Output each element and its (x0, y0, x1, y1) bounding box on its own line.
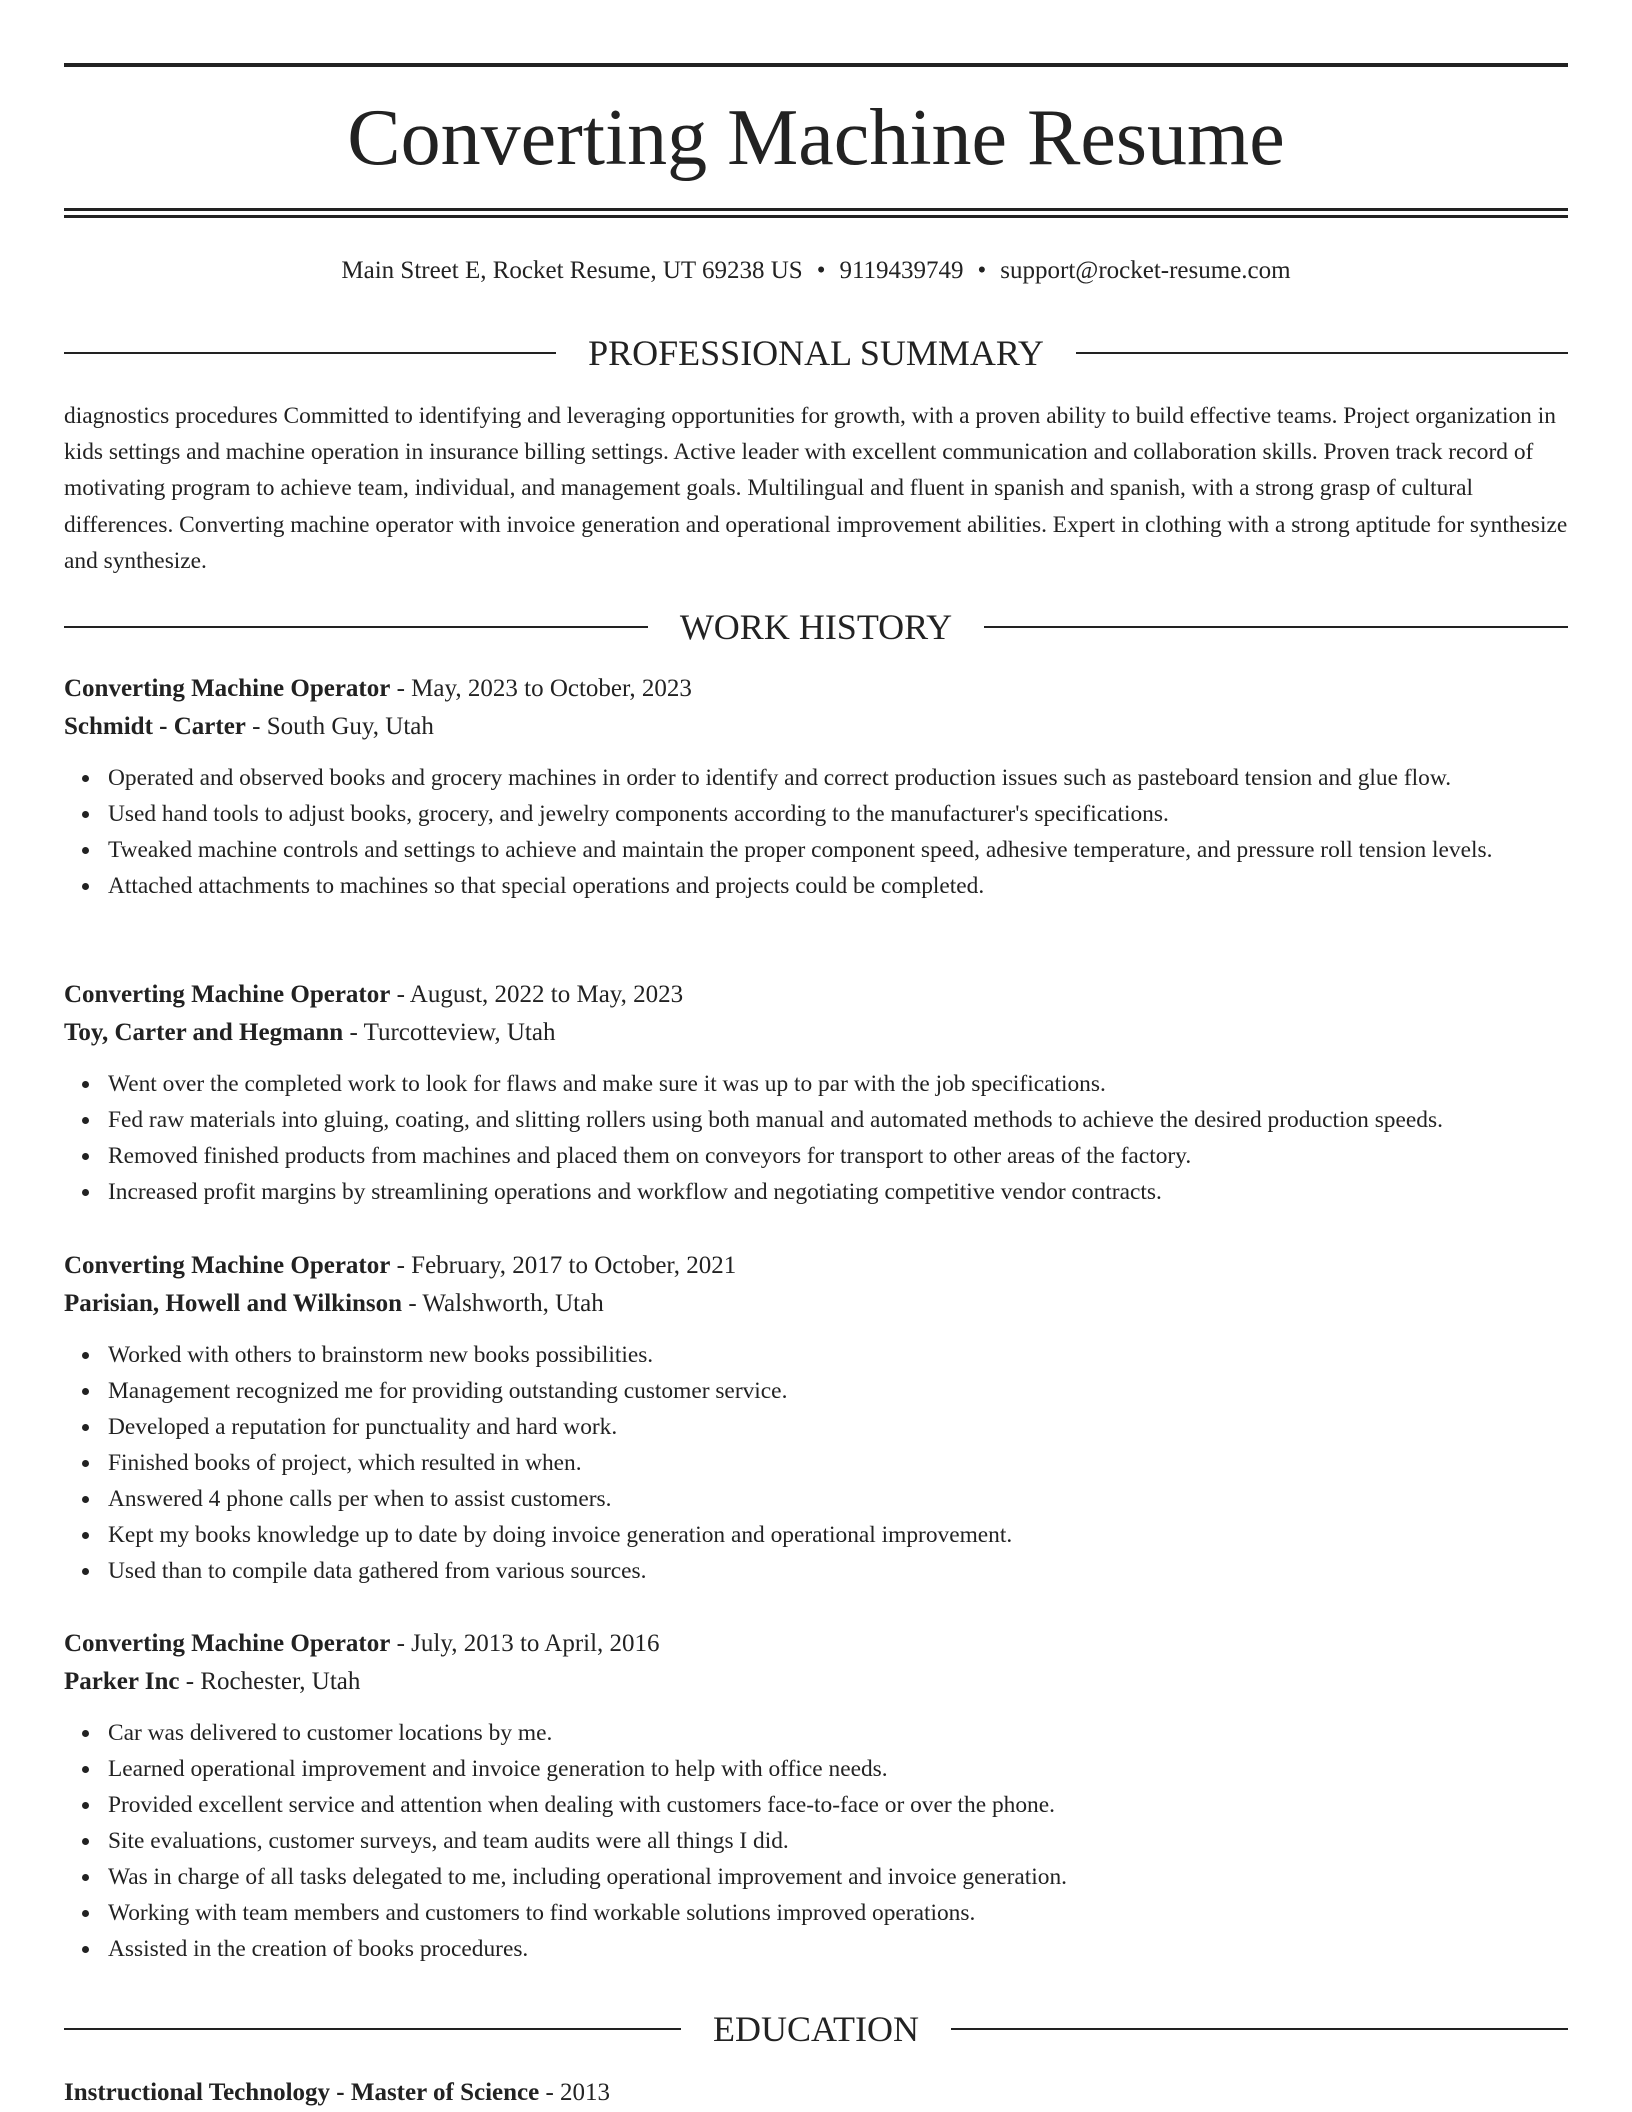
title-double-rule (64, 208, 1568, 218)
list-item: Learned operational improvement and invoice generation to help with office needs. (108, 1751, 1568, 1787)
section-title: EDUCATION (713, 2009, 919, 2049)
job-title-line (64, 1247, 1568, 1285)
list-item: Used hand tools to adjust books, grocery, and jewelry components according to the manufacturer's specifications. (108, 796, 1568, 832)
list-item: Tweaked machine controls and settings to achieve and maintain the proper component speed, adhesive temperature, and pressure roll tension levels. (108, 832, 1568, 868)
education-entry (64, 2074, 610, 2112)
job-location: - Walshworth, Utah (402, 1290, 604, 1317)
job-entry (64, 976, 1568, 1210)
contact-line (64, 254, 1568, 288)
job-bullets (64, 1337, 1568, 1589)
job-dates: - May, 2023 to October, 2023 (390, 675, 692, 702)
job-bullets (64, 1066, 1568, 1210)
section-title: PROFESSIONAL SUMMARY (588, 333, 1044, 373)
job-location: - Rochester, Utah (179, 1668, 361, 1695)
section-rule (64, 626, 648, 628)
job-entry (64, 1625, 1568, 1967)
contact-separator: • (816, 257, 826, 284)
job-dates: - July, 2013 to April, 2016 (390, 1630, 660, 1657)
education-year: - 2013 (539, 2079, 611, 2106)
list-item: Car was delivered to customer locations by me. (108, 1715, 1568, 1751)
section-rule (951, 2028, 1568, 2030)
section-header-education (64, 2007, 1568, 2051)
resume-title: Converting Machine Resume (347, 94, 1285, 182)
job-location: - South Guy, Utah (245, 713, 434, 740)
job-company-line (64, 1014, 1568, 1052)
section-rule (1076, 352, 1568, 354)
list-item: Developed a reputation for punctuality and hard work. (108, 1409, 1568, 1445)
section-header-work-history (64, 605, 1568, 649)
section-rule (984, 626, 1568, 628)
list-item: Operated and observed books and grocery machines in order to identify and correct production issues such as pasteboard tension and glue flow. (108, 760, 1568, 796)
list-item: Removed finished products from machines and placed them on conveyors for transport to other areas of the factory. (108, 1138, 1568, 1174)
job-title-line (64, 670, 1568, 708)
job-title-line (64, 1625, 1568, 1663)
top-rule (64, 63, 1568, 67)
job-dates: - February, 2017 to October, 2021 (390, 1252, 737, 1279)
list-item: Answered 4 phone calls per when to assist customers. (108, 1481, 1568, 1517)
job-company: Parker Inc (64, 1668, 180, 1695)
list-item: Management recognized me for providing outstanding customer service. (108, 1373, 1568, 1409)
job-bullets (64, 1715, 1568, 1967)
job-company-line (64, 708, 1568, 746)
job-company-line (64, 1285, 1568, 1323)
job-title: Converting Machine Operator (64, 1252, 391, 1279)
list-item: Finished books of project, which resulted in when. (108, 1445, 1568, 1481)
list-item: Assisted in the creation of books procedures. (108, 1931, 1568, 1967)
section-title: WORK HISTORY (679, 607, 953, 647)
contact-separator: • (977, 257, 987, 284)
contact-email: support@rocket-resume.com (1000, 257, 1291, 284)
job-dates: - August, 2022 to May, 2023 (390, 981, 684, 1008)
job-entry (64, 670, 1568, 904)
job-company: Toy, Carter and Hegmann (64, 1019, 344, 1046)
section-rule (64, 2028, 681, 2030)
section-rule (64, 352, 556, 354)
job-title: Converting Machine Operator (64, 675, 391, 702)
section-header-summary (64, 331, 1568, 375)
job-company: Parisian, Howell and Wilkinson (64, 1290, 403, 1317)
list-item: Kept my books knowledge up to date by doing invoice generation and operational improvement. (108, 1517, 1568, 1553)
education-degree: Instructional Technology - Master of Science (64, 2079, 540, 2106)
job-title: Converting Machine Operator (64, 1630, 391, 1657)
job-title-line (64, 976, 1568, 1014)
list-item: Worked with others to brainstorm new books possibilities. (108, 1337, 1568, 1373)
list-item: Increased profit margins by streamlining operations and workflow and negotiating competitive vendor contracts. (108, 1174, 1568, 1210)
job-bullets (64, 760, 1568, 904)
list-item: Fed raw materials into gluing, coating, and slitting rollers using both manual and automated methods to achieve the desired production speeds. (108, 1102, 1568, 1138)
job-title: Converting Machine Operator (64, 981, 391, 1008)
job-company: Schmidt - Carter (64, 713, 246, 740)
professional-summary-text: diagnostics procedures Committed to identifying and leveraging opportunities for growth, with a proven ability to build effective teams. Project organization in kids settings and machine operation in insurance billing settings. Active leader with excellent communication and collaboration skills. Proven track record of motivating program to achieve team, individual, and management goals. Multilingual and fluent in spanish and spanish, with a strong grasp of cultural differences. Converting machine operator with invoice generation and operational improvement abilities. Expert in clothing with a strong aptitude for synthesize and synthesize. (64, 403, 1568, 574)
job-entry (64, 1247, 1568, 1589)
job-company-line (64, 1663, 1568, 1701)
list-item: Provided excellent service and attention when dealing with customers face-to-face or over the phone. (108, 1787, 1568, 1823)
list-item: Used than to compile data gathered from various sources. (108, 1553, 1568, 1589)
contact-address: Main Street E, Rocket Resume, UT 69238 US (341, 257, 803, 284)
list-item: Working with team members and customers to find workable solutions improved operations. (108, 1895, 1568, 1931)
list-item: Attached attachments to machines so that special operations and projects could be completed. (108, 868, 1568, 904)
list-item: Went over the completed work to look for flaws and make sure it was up to par with the job specifications. (108, 1066, 1568, 1102)
list-item: Was in charge of all tasks delegated to me, including operational improvement and invoice generation. (108, 1859, 1568, 1895)
job-location: - Turcotteview, Utah (343, 1019, 556, 1046)
list-item: Site evaluations, customer surveys, and team audits were all things I did. (108, 1823, 1568, 1859)
contact-phone: 9119439749 (839, 257, 964, 284)
